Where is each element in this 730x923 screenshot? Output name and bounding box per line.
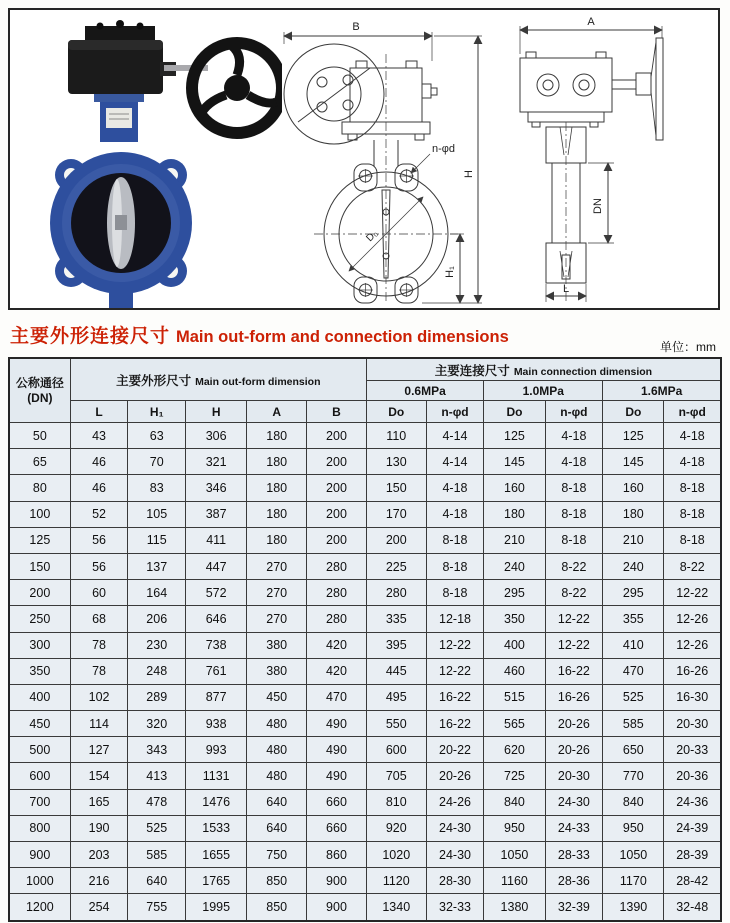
- col-header-dn-sub: (DN): [27, 390, 53, 405]
- col-header-nd-06: n-φd: [426, 401, 484, 423]
- table-row: [9, 606, 721, 632]
- valve-photo: [30, 18, 282, 308]
- value-cell: 810: [366, 789, 426, 815]
- table-row: [9, 658, 721, 684]
- value-cell: 280: [307, 580, 367, 606]
- value-cell: 12-26: [664, 606, 721, 632]
- value-cell: 24-30: [426, 842, 484, 868]
- valve-body: [50, 152, 192, 308]
- value-cell: 1380: [484, 894, 545, 921]
- value-cell: 4-18: [545, 449, 603, 475]
- value-cell: 200: [307, 527, 367, 553]
- value-cell: 240: [484, 553, 545, 579]
- value-cell: 4-18: [664, 423, 721, 449]
- value-cell: 200: [307, 475, 367, 501]
- dn-cell: 1000: [9, 868, 70, 894]
- value-cell: 380: [247, 658, 307, 684]
- dim-label-h1: H₁: [444, 266, 456, 278]
- value-cell: 20-26: [426, 763, 484, 789]
- value-cell: 12-22: [426, 632, 484, 658]
- value-cell: 8-18: [664, 501, 721, 527]
- value-cell: 387: [186, 501, 247, 527]
- dimensions-table: [8, 357, 722, 922]
- dn-cell: 900: [9, 842, 70, 868]
- value-cell: 295: [603, 580, 664, 606]
- value-cell: 8-18: [664, 475, 721, 501]
- value-cell: 1995: [186, 894, 247, 921]
- value-cell: 4-18: [426, 501, 484, 527]
- value-cell: 480: [247, 711, 307, 737]
- dn-cell: 250: [9, 606, 70, 632]
- value-cell: 4-18: [664, 449, 721, 475]
- dn-cell: 600: [9, 763, 70, 789]
- value-cell: 24-30: [426, 815, 484, 841]
- value-cell: 137: [128, 553, 186, 579]
- value-cell: 490: [307, 737, 367, 763]
- value-cell: 1655: [186, 842, 247, 868]
- value-cell: 1340: [366, 894, 426, 921]
- dim-label-a: A: [587, 16, 595, 28]
- value-cell: 32-39: [545, 894, 603, 921]
- table-row: [9, 737, 721, 763]
- value-cell: 335: [366, 606, 426, 632]
- value-cell: 525: [603, 684, 664, 710]
- value-cell: 413: [128, 763, 186, 789]
- value-cell: 32-48: [664, 894, 721, 921]
- value-cell: 4-18: [426, 475, 484, 501]
- value-cell: 20-22: [426, 737, 484, 763]
- value-cell: 850: [247, 894, 307, 921]
- dim-label-h: H: [463, 170, 475, 178]
- value-cell: 761: [186, 658, 247, 684]
- value-cell: 620: [484, 737, 545, 763]
- value-cell: 160: [484, 475, 545, 501]
- value-cell: 640: [247, 789, 307, 815]
- header-row-dims: [9, 401, 721, 423]
- value-cell: 640: [247, 815, 307, 841]
- value-cell: 24-39: [664, 815, 721, 841]
- section-title-en: Main out-form and connection dimensions: [176, 328, 509, 346]
- value-cell: 1170: [603, 868, 664, 894]
- value-cell: 63: [128, 423, 186, 449]
- col-group-outform-zh: 主要外形尺寸: [116, 373, 192, 388]
- col-header-pressure-10: 1.0MPa: [484, 381, 603, 401]
- value-cell: 12-22: [545, 632, 603, 658]
- value-cell: 248: [128, 658, 186, 684]
- value-cell: 447: [186, 553, 247, 579]
- value-cell: 490: [307, 763, 367, 789]
- value-cell: 850: [247, 868, 307, 894]
- value-cell: 770: [603, 763, 664, 789]
- value-cell: 8-22: [545, 580, 603, 606]
- value-cell: 200: [307, 501, 367, 527]
- value-cell: 280: [307, 553, 367, 579]
- value-cell: 180: [247, 423, 307, 449]
- dn-cell: 400: [9, 684, 70, 710]
- value-cell: 993: [186, 737, 247, 763]
- value-cell: 24-26: [426, 789, 484, 815]
- value-cell: 32-33: [426, 894, 484, 921]
- table-row: [9, 842, 721, 868]
- value-cell: 12-26: [664, 632, 721, 658]
- col-header-h1: H₁: [128, 401, 186, 423]
- dn-cell: 80: [9, 475, 70, 501]
- dn-cell: 300: [9, 632, 70, 658]
- value-cell: 8-18: [426, 527, 484, 553]
- table-row: [9, 894, 721, 921]
- value-cell: 4-14: [426, 423, 484, 449]
- value-cell: 20-26: [545, 711, 603, 737]
- value-cell: 860: [307, 842, 367, 868]
- value-cell: 8-18: [545, 475, 603, 501]
- col-group-connection: [366, 358, 721, 381]
- value-cell: 180: [603, 501, 664, 527]
- value-cell: 1533: [186, 815, 247, 841]
- valve-figures-panel: [8, 8, 720, 310]
- col-header-dn-zh: 公称通径: [15, 375, 64, 390]
- value-cell: 410: [603, 632, 664, 658]
- table-row: [9, 763, 721, 789]
- value-cell: 445: [366, 658, 426, 684]
- value-cell: 950: [603, 815, 664, 841]
- table-row: [9, 789, 721, 815]
- dn-cell: 500: [9, 737, 70, 763]
- value-cell: 395: [366, 632, 426, 658]
- value-cell: 411: [186, 527, 247, 553]
- value-cell: 83: [128, 475, 186, 501]
- value-cell: 43: [70, 423, 128, 449]
- value-cell: 270: [247, 606, 307, 632]
- dim-label-b: B: [352, 21, 360, 33]
- table-row: [9, 527, 721, 553]
- value-cell: 8-18: [664, 527, 721, 553]
- value-cell: 380: [247, 632, 307, 658]
- value-cell: 20-36: [664, 763, 721, 789]
- value-cell: 280: [307, 606, 367, 632]
- value-cell: 343: [128, 737, 186, 763]
- dn-cell: 350: [9, 658, 70, 684]
- col-header-h: H: [186, 401, 247, 423]
- value-cell: 572: [186, 580, 247, 606]
- dimensions-table-body: [9, 423, 721, 921]
- value-cell: 16-26: [545, 684, 603, 710]
- value-cell: 78: [70, 658, 128, 684]
- col-header-l: L: [70, 401, 128, 423]
- value-cell: 840: [484, 789, 545, 815]
- value-cell: 210: [484, 527, 545, 553]
- value-cell: 145: [484, 449, 545, 475]
- value-cell: 12-22: [664, 580, 721, 606]
- table-row: [9, 553, 721, 579]
- value-cell: 1120: [366, 868, 426, 894]
- value-cell: 515: [484, 684, 545, 710]
- value-cell: 900: [307, 868, 367, 894]
- value-cell: 130: [366, 449, 426, 475]
- col-header-b: B: [307, 401, 367, 423]
- value-cell: 550: [366, 711, 426, 737]
- table-row: [9, 815, 721, 841]
- col-group-outform-en: Main out-form dimension: [195, 375, 321, 388]
- value-cell: 240: [603, 553, 664, 579]
- value-cell: 165: [70, 789, 128, 815]
- value-cell: 200: [366, 527, 426, 553]
- valve-side-view-drawing: [502, 14, 717, 308]
- value-cell: 938: [186, 711, 247, 737]
- col-group-outform: [70, 358, 366, 401]
- dim-label-n-phi-d: n-φd: [432, 143, 456, 155]
- dn-cell: 700: [9, 789, 70, 815]
- value-cell: 270: [247, 553, 307, 579]
- value-cell: 56: [70, 527, 128, 553]
- value-cell: 145: [603, 449, 664, 475]
- value-cell: 164: [128, 580, 186, 606]
- table-row: [9, 632, 721, 658]
- dn-cell: 800: [9, 815, 70, 841]
- value-cell: 470: [307, 684, 367, 710]
- value-cell: 1390: [603, 894, 664, 921]
- table-row: [9, 868, 721, 894]
- value-cell: 480: [247, 763, 307, 789]
- value-cell: 1160: [484, 868, 545, 894]
- value-cell: 600: [366, 737, 426, 763]
- value-cell: 1050: [484, 842, 545, 868]
- value-cell: 20-30: [664, 711, 721, 737]
- value-cell: 1131: [186, 763, 247, 789]
- value-cell: 470: [603, 658, 664, 684]
- value-cell: 68: [70, 606, 128, 632]
- value-cell: 355: [603, 606, 664, 632]
- value-cell: 210: [603, 527, 664, 553]
- value-cell: 900: [307, 894, 367, 921]
- value-cell: 180: [247, 527, 307, 553]
- value-cell: 102: [70, 684, 128, 710]
- value-cell: 4-18: [545, 423, 603, 449]
- value-cell: 206: [128, 606, 186, 632]
- value-cell: 20-30: [545, 763, 603, 789]
- value-cell: 52: [70, 501, 128, 527]
- value-cell: 585: [603, 711, 664, 737]
- col-header-dn: [9, 358, 70, 423]
- value-cell: 8-22: [545, 553, 603, 579]
- value-cell: 16-30: [664, 684, 721, 710]
- value-cell: 200: [307, 449, 367, 475]
- value-cell: 225: [366, 553, 426, 579]
- value-cell: 28-42: [664, 868, 721, 894]
- table-row: [9, 684, 721, 710]
- header-row-groups: [9, 358, 721, 381]
- col-header-do-16: Do: [603, 401, 664, 423]
- value-cell: 755: [128, 894, 186, 921]
- value-cell: 28-36: [545, 868, 603, 894]
- value-cell: 920: [366, 815, 426, 841]
- value-cell: 565: [484, 711, 545, 737]
- dn-cell: 200: [9, 580, 70, 606]
- value-cell: 150: [366, 475, 426, 501]
- value-cell: 750: [247, 842, 307, 868]
- value-cell: 1050: [603, 842, 664, 868]
- value-cell: 46: [70, 475, 128, 501]
- value-cell: 270: [247, 580, 307, 606]
- value-cell: 346: [186, 475, 247, 501]
- value-cell: 180: [247, 475, 307, 501]
- value-cell: 12-22: [426, 658, 484, 684]
- value-cell: 203: [70, 842, 128, 868]
- value-cell: 70: [128, 449, 186, 475]
- value-cell: 60: [70, 580, 128, 606]
- section-title-zh: 主要外形连接尺寸: [10, 326, 171, 347]
- value-cell: 20-26: [545, 737, 603, 763]
- table-row: [9, 475, 721, 501]
- value-cell: 8-18: [426, 553, 484, 579]
- value-cell: 725: [484, 763, 545, 789]
- col-group-connection-en: Main connection dimension: [513, 365, 653, 378]
- value-cell: 180: [247, 449, 307, 475]
- value-cell: 660: [307, 789, 367, 815]
- value-cell: 78: [70, 632, 128, 658]
- value-cell: 420: [307, 658, 367, 684]
- value-cell: 56: [70, 553, 128, 579]
- value-cell: 12-22: [545, 606, 603, 632]
- valve-front-view-drawing: [282, 14, 497, 308]
- table-row: [9, 580, 721, 606]
- value-cell: 180: [247, 501, 307, 527]
- value-cell: 254: [70, 894, 128, 921]
- valve-neck: [94, 94, 144, 142]
- dim-label-dn: DN: [592, 198, 604, 214]
- value-cell: 289: [128, 684, 186, 710]
- value-cell: 525: [128, 815, 186, 841]
- dn-cell: 50: [9, 423, 70, 449]
- value-cell: 280: [366, 580, 426, 606]
- dim-label-d0: D₀: [364, 228, 381, 245]
- value-cell: 125: [484, 423, 545, 449]
- value-cell: 480: [247, 737, 307, 763]
- value-cell: 28-39: [664, 842, 721, 868]
- value-cell: 12-18: [426, 606, 484, 632]
- value-cell: 8-18: [545, 527, 603, 553]
- value-cell: 24-33: [545, 815, 603, 841]
- value-cell: 705: [366, 763, 426, 789]
- value-cell: 8-18: [545, 501, 603, 527]
- col-header-pressure-06: 0.6MPa: [366, 381, 483, 401]
- section-title: [10, 321, 509, 348]
- value-cell: 16-26: [664, 658, 721, 684]
- dn-cell: 65: [9, 449, 70, 475]
- value-cell: 24-36: [664, 789, 721, 815]
- value-cell: 114: [70, 711, 128, 737]
- value-cell: 8-18: [426, 580, 484, 606]
- col-header-do-06: Do: [366, 401, 426, 423]
- value-cell: 46: [70, 449, 128, 475]
- value-cell: 350: [484, 606, 545, 632]
- value-cell: 170: [366, 501, 426, 527]
- col-header-do-10: Do: [484, 401, 545, 423]
- value-cell: 840: [603, 789, 664, 815]
- value-cell: 640: [128, 868, 186, 894]
- value-cell: 8-22: [664, 553, 721, 579]
- value-cell: 28-30: [426, 868, 484, 894]
- value-cell: 320: [128, 711, 186, 737]
- value-cell: 160: [603, 475, 664, 501]
- value-cell: 420: [307, 632, 367, 658]
- dn-cell: 1200: [9, 894, 70, 921]
- table-row: [9, 423, 721, 449]
- value-cell: 125: [603, 423, 664, 449]
- dim-label-l: L: [562, 283, 570, 295]
- col-header-nd-16: n-φd: [664, 401, 721, 423]
- value-cell: 450: [247, 684, 307, 710]
- value-cell: 110: [366, 423, 426, 449]
- value-cell: 20-33: [664, 737, 721, 763]
- table-row: [9, 711, 721, 737]
- table-row: [9, 501, 721, 527]
- value-cell: 180: [484, 501, 545, 527]
- value-cell: 306: [186, 423, 247, 449]
- value-cell: 478: [128, 789, 186, 815]
- value-cell: 877: [186, 684, 247, 710]
- value-cell: 1020: [366, 842, 426, 868]
- dn-cell: 100: [9, 501, 70, 527]
- dn-cell: 150: [9, 553, 70, 579]
- value-cell: 400: [484, 632, 545, 658]
- value-cell: 28-33: [545, 842, 603, 868]
- value-cell: 200: [307, 423, 367, 449]
- dn-cell: 125: [9, 527, 70, 553]
- col-header-a: A: [247, 401, 307, 423]
- unit-label: 单位：mm: [660, 340, 716, 354]
- value-cell: 950: [484, 815, 545, 841]
- value-cell: 154: [70, 763, 128, 789]
- value-cell: 460: [484, 658, 545, 684]
- value-cell: 585: [128, 842, 186, 868]
- value-cell: 16-22: [426, 684, 484, 710]
- value-cell: 16-22: [426, 711, 484, 737]
- value-cell: 127: [70, 737, 128, 763]
- value-cell: 321: [186, 449, 247, 475]
- handwheel: [192, 43, 282, 133]
- value-cell: 230: [128, 632, 186, 658]
- value-cell: 105: [128, 501, 186, 527]
- value-cell: 24-30: [545, 789, 603, 815]
- value-cell: 4-14: [426, 449, 484, 475]
- value-cell: 660: [307, 815, 367, 841]
- value-cell: 115: [128, 527, 186, 553]
- value-cell: 190: [70, 815, 128, 841]
- gearbox-actuator: [68, 20, 176, 94]
- value-cell: 738: [186, 632, 247, 658]
- value-cell: 295: [484, 580, 545, 606]
- value-cell: 16-22: [545, 658, 603, 684]
- col-header-pressure-16: 1.6MPa: [603, 381, 721, 401]
- value-cell: 216: [70, 868, 128, 894]
- col-header-nd-10: n-φd: [545, 401, 603, 423]
- value-cell: 1765: [186, 868, 247, 894]
- value-cell: 1476: [186, 789, 247, 815]
- table-row: [9, 449, 721, 475]
- value-cell: 495: [366, 684, 426, 710]
- value-cell: 650: [603, 737, 664, 763]
- col-group-connection-zh: 主要连接尺寸: [434, 363, 510, 378]
- dn-cell: 450: [9, 711, 70, 737]
- value-cell: 646: [186, 606, 247, 632]
- value-cell: 490: [307, 711, 367, 737]
